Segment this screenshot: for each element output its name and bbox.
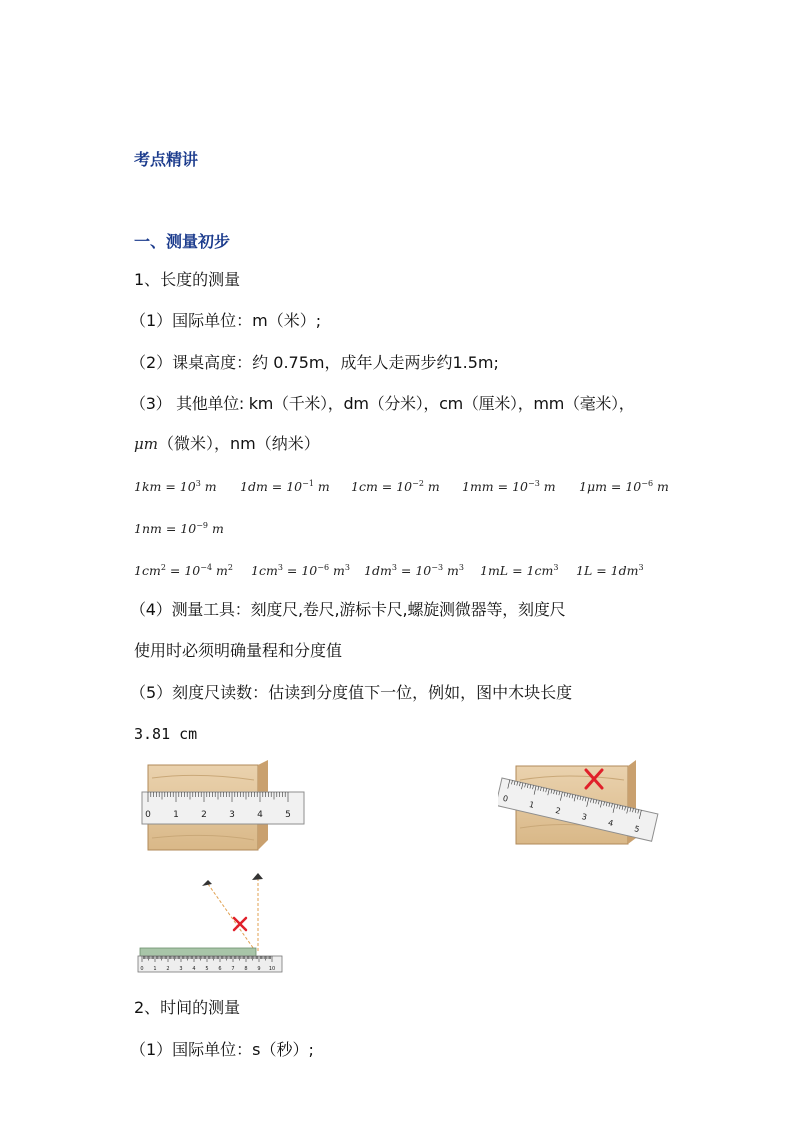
ruler-tick-label: 1 <box>528 799 536 810</box>
formula: $1mm = 10^{-3}$ m <box>462 479 556 494</box>
ruler-tick-label: 3 <box>229 810 235 820</box>
ruler-tick-label: 7 <box>231 966 235 972</box>
ruler-tick-label: 4 <box>192 966 196 972</box>
ruler-tick-label: 3 <box>179 966 183 972</box>
text-line-reading: 3.81 cm <box>134 725 198 743</box>
text-span: （微米），nm（纳米） <box>157 434 320 453</box>
ruler-tick-label: 0 <box>501 793 509 804</box>
subsection-title-time: 2、时间的测量 <box>134 998 241 1017</box>
heading-key-points: 考点精讲 <box>134 150 199 169</box>
formula: $1L = 1dm^3$ <box>576 563 644 578</box>
ruler-tick-label: 6 <box>218 966 222 972</box>
figure-reading-angle <box>136 866 286 974</box>
ruler-tick-label: 4 <box>607 818 615 829</box>
formula: $1\mu m = 10^{-6}$ m <box>579 479 669 494</box>
ruler-tick-label: 5 <box>285 810 291 820</box>
ruler-tick-label: 0 <box>140 966 144 972</box>
ruler-tick-label: 4 <box>257 810 263 820</box>
ruler-tick-label: 2 <box>166 966 170 972</box>
ruler-tick-label: 8 <box>244 966 248 972</box>
ruler-tick-label: 0 <box>145 810 151 820</box>
ruler-tick-label: 2 <box>201 810 207 820</box>
formula: $1km = 10^3$ m <box>134 479 217 494</box>
text-line <box>134 434 320 454</box>
text-line: （4）测量工具：刻度尺,卷尺,游标卡尺,螺旋测微器等，刻度尺 <box>130 600 566 619</box>
text-line: （1）国际单位：s（秒）; <box>130 1040 314 1059</box>
formula: $1cm = 10^{-2}$ m <box>351 479 440 494</box>
text-line: （3） 其他单位: km（千米），dm（分米），cm（厘米），mm（毫米）， <box>130 394 635 413</box>
ruler-tick-label: 1 <box>173 810 179 820</box>
text-line: （5）刻度尺读数：估读到分度值下一位，例如，图中木块长度 <box>130 683 573 702</box>
figure-ruler-correct <box>138 760 308 852</box>
eye-icon <box>202 880 212 886</box>
formula: $1dm^3 = 10^{-3}$ $m^3$ <box>364 563 464 578</box>
formula: $1nm = 10^{-9}$ m <box>134 521 224 536</box>
section-title-measurement: 一、测量初步 <box>134 232 231 251</box>
text-line: （1）国际单位：m（米）; <box>130 311 322 330</box>
unit-micrometer: μm <box>134 435 158 453</box>
formula: $1mL = 1cm^3$ <box>480 563 559 578</box>
ruler-tick-label: 10 <box>268 966 276 972</box>
ruler-tick-label: 5 <box>205 966 209 972</box>
ruler-tick-label: 9 <box>257 966 261 972</box>
sight-line-wrong <box>208 884 256 952</box>
measured-object <box>140 948 256 956</box>
ruler-tick-label: 2 <box>554 805 562 816</box>
text-line: 使用时必须明确量程和分度值 <box>134 641 343 660</box>
formula: $1cm^2 = 10^{-4}$ $m^2$ <box>134 563 233 578</box>
figure-ruler-tilted <box>498 758 662 856</box>
text-line: （2）课桌高度：约 0.75m，成年人走两步约1.5m; <box>130 353 499 372</box>
ruler-tick-label: 3 <box>580 812 588 822</box>
ruler-tick-label: 5 <box>633 824 641 835</box>
formula: $1dm = 10^{-1}$ m <box>240 479 330 494</box>
ruler-tick-label: 1 <box>153 966 157 972</box>
subsection-title-length: 1、长度的测量 <box>134 270 241 289</box>
eye-icon <box>252 873 263 880</box>
wrong-mark-icon <box>234 918 246 930</box>
formula: $1cm^3 = 10^{-6}$ $m^3$ <box>251 563 350 578</box>
